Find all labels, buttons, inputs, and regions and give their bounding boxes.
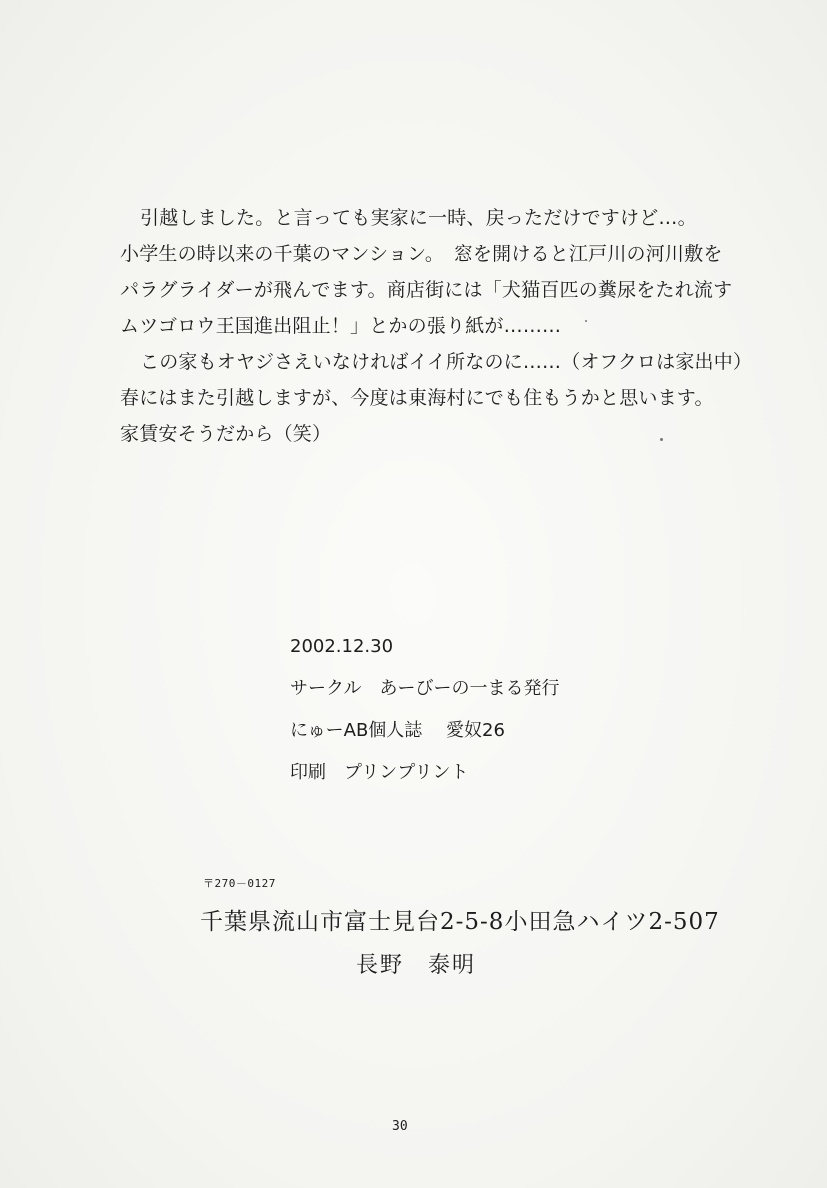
body-text: [120, 200, 760, 452]
publication-title: にゅーAB個人誌 愛奴26: [290, 720, 505, 741]
colophon: [290, 626, 620, 794]
author-name: 長野 泰明: [356, 953, 477, 978]
body-line: この家もオヤジさえいなければイイ所なのに……（オフクロは家出中）: [140, 351, 753, 373]
page-number: 30: [392, 1119, 408, 1134]
body-line: 引越しました。と言っても実家に一時、戻っただけですけど…。: [140, 207, 697, 229]
body-line: 家賃安そうだから（笑）: [120, 423, 332, 445]
body-line: ムツゴロウ王国進出阻止！」とかの張り紙が………: [120, 315, 562, 337]
body-line: 小学生の時以来の千葉のマンション。 窓を開けると江戸川の河川敷を: [120, 243, 723, 265]
body-line: パラグライダーが飛んでます。商店街には「犬猫百匹の糞尿をたれ流す: [120, 279, 733, 301]
address: 千葉県流山市富士見台2-5-8小田急ハイツ2-507: [200, 909, 720, 935]
publication-date: 2002.12.30: [290, 636, 394, 657]
printer-name: 印刷 プリンプリント: [290, 762, 469, 783]
scan-speck: [585, 320, 587, 322]
postal-code: 〒270－0127: [203, 877, 276, 890]
circle-name: サークル あーびーの一まる発行: [290, 678, 560, 699]
body-line: 春にはまた引越しますが、今度は東海村にでも住もうかと思います。: [120, 387, 714, 409]
scan-speck: [660, 438, 663, 441]
